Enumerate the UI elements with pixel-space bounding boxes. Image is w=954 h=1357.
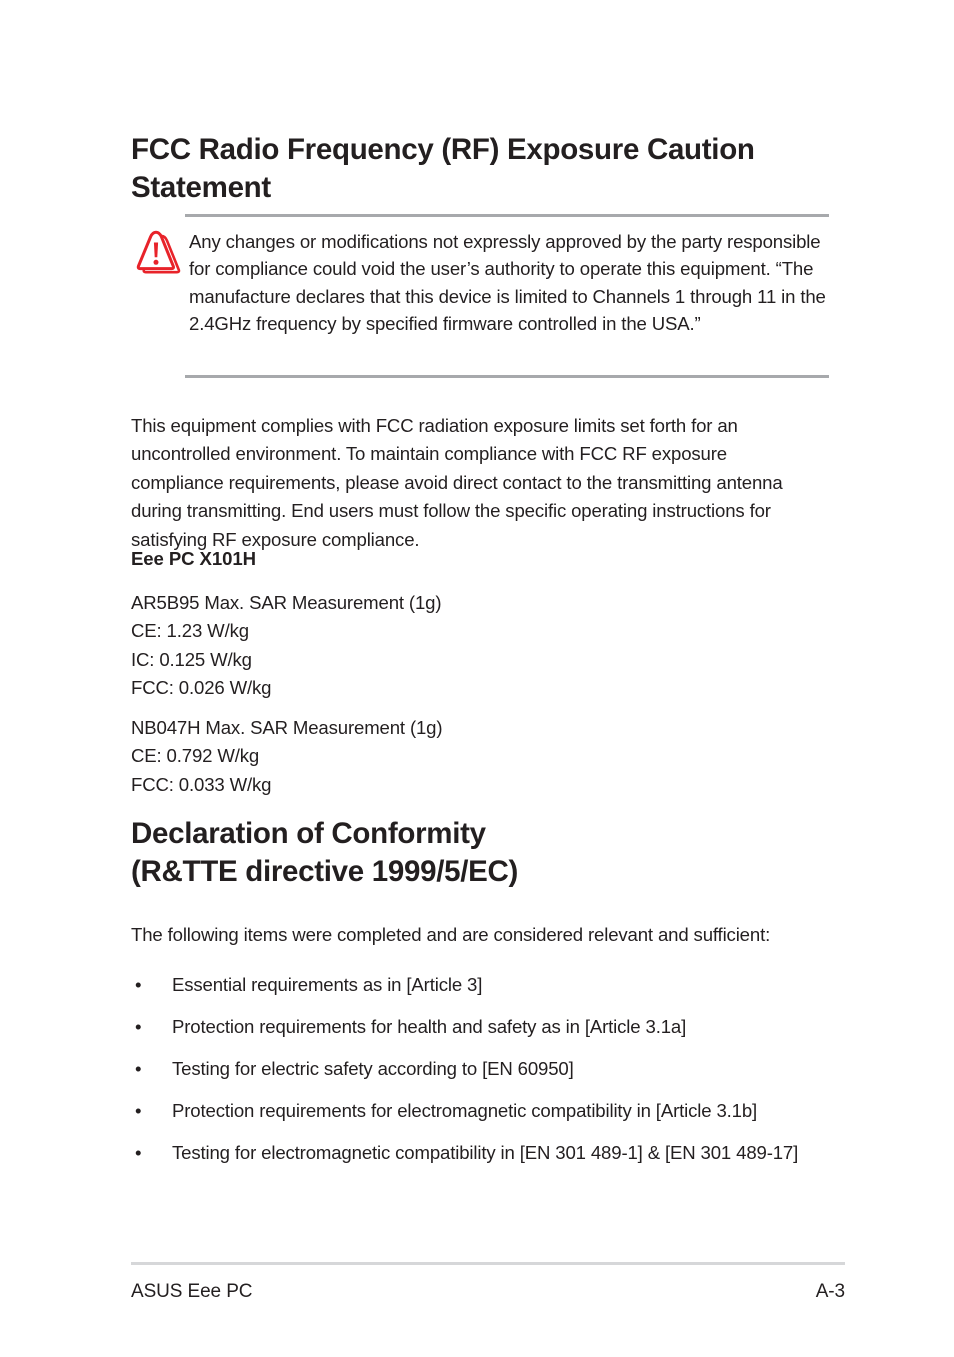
sar-value-line: IC: 0.125 W/kg: [131, 648, 252, 670]
list-item-label: Testing for electric safety according to [EN 60950]: [172, 1058, 574, 1080]
bullet-marker-icon: •: [135, 1100, 142, 1122]
fcc-compliance-paragraph: This equipment complies with FCC radiation exposure limits set forth for an uncontrolled environment. To maintain compliance with FCC RF exposure compliance requirements, please avoid direct contact to the transmitting antenna during transmitting. End users must follow the specific operating instructions for satisfying RF exposure compliance.: [131, 414, 783, 550]
warning-triangle-icon: [133, 227, 183, 277]
list-item-label: Protection requirements for health and safety as in [Article 3.1a]: [172, 1016, 687, 1038]
declaration-heading-line-1: Declaration of Conformity: [131, 817, 486, 850]
bullet-marker-icon: •: [135, 1058, 142, 1080]
note-bottom-rule: [185, 375, 829, 378]
sar-value-line: CE: 1.23 W/kg: [131, 620, 249, 642]
sar-measurement-block: [131, 589, 441, 702]
sar-block-title: NB047H Max. SAR Measurement (1g): [131, 717, 443, 738]
footer-product-name: ASUS Eee PC: [131, 1281, 253, 1302]
list-item-label: Essential requirements as in [Article 3]: [172, 974, 483, 995]
list-item: [131, 971, 831, 1000]
sar-block-title: AR5B95 Max. SAR Measurement (1g): [131, 592, 442, 613]
list-item: [131, 1013, 831, 1042]
list-item: [131, 1055, 831, 1084]
declaration-bullet-list: [131, 971, 831, 1181]
sar-measurement-block: [131, 714, 442, 799]
note-top-rule: [185, 214, 829, 217]
list-item-label: Protection requirements for electromagnetic compatibility in [Article 3.1b]: [172, 1100, 758, 1122]
sar-value-line: CE: 0.792 W/kg: [131, 745, 260, 767]
declaration-heading-line-2: (R&TTE directive 1999/5/EC): [131, 855, 519, 888]
list-item: [131, 1097, 831, 1126]
declaration-section-heading: [131, 815, 831, 891]
declaration-intro-paragraph: The following items were completed and are considered relevant and sufficient:: [131, 923, 771, 945]
caution-note-text: Any changes or modifications not expressly approved by the party responsible for compliance could void the user’s authority to operate this equipment. “The manufacture declares that this device is limited to Channels 1 through 11 in the 2.4GHz frequency by specified firmware controlled in the USA.”: [189, 231, 826, 334]
bullet-marker-icon: •: [135, 1142, 142, 1164]
fcc-section-heading: FCC Radio Frequency (RF) Exposure Caution Statement: [131, 133, 755, 204]
sar-value-line: FCC: 0.026 W/kg: [131, 676, 272, 698]
footer-rule: [131, 1262, 845, 1265]
list-item-label: Testing for electromagnetic compatibility in [EN 301 489-1] & [EN 301 489-17]: [172, 1142, 799, 1164]
sar-value-line: FCC: 0.033 W/kg: [131, 773, 272, 795]
bullet-marker-icon: •: [135, 1016, 142, 1038]
page-number: A-3: [815, 1281, 845, 1302]
model-sub-heading: Eee PC X101H: [131, 548, 256, 569]
bullet-marker-icon: •: [135, 974, 142, 995]
list-item: [131, 1139, 831, 1168]
